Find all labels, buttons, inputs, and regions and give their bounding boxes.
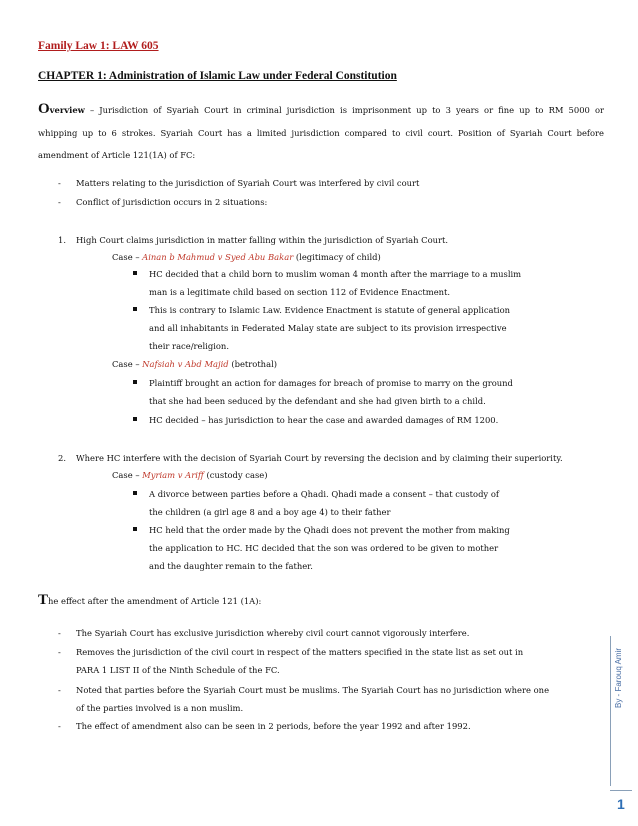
bullet-icon xyxy=(133,417,137,421)
author-label: By - Farouq Amir xyxy=(614,647,623,708)
case-myriam xyxy=(112,469,268,481)
dash-marker: - xyxy=(58,197,61,207)
myriam-bullet-1-line-1: A divorce between parties before a Qhadi. Qhadi made a consent – that custody of xyxy=(149,489,499,499)
situation-2-number: 2. xyxy=(58,453,66,463)
dash-marker: - xyxy=(58,628,61,638)
effect-item-2-line-1: Removes the jurisdiction of the civil court in respect of the matters specified in the state list as set out in xyxy=(76,647,524,657)
overview-lead-letter: O xyxy=(38,101,50,117)
ainan-bullet-2-line-2: and all inhabitants in Federated Malay state are subject to its provision irrespective xyxy=(149,323,507,333)
overview-text-1: – Jurisdiction of Syariah Court in criminal jurisdiction is imprisonment up to 3 years or fine up to RM 5000 or xyxy=(89,105,604,115)
overview-lead-word: verview xyxy=(49,105,85,115)
effect-heading-text: he effect after the amendment of Article 121 (1A): xyxy=(48,596,262,606)
effect-item-4: The effect of amendment also can be seen in 2 periods, before the year 1992 and after 1992. xyxy=(76,721,471,731)
case-prefix: Case – xyxy=(112,359,143,369)
effect-item-3-line-1: Noted that parties before the Syariah Court must be muslims. The Syariah Court has no jurisdiction where one xyxy=(76,685,550,695)
case-suffix: (legitimacy of child) xyxy=(293,252,381,262)
case-name-ainan: Ainan b Mahmud v Syed Abu Bakar xyxy=(142,252,294,262)
overview-line-1 xyxy=(38,101,604,118)
dash-marker: - xyxy=(58,647,61,657)
myriam-bullet-2-line-2: the application to HC. HC decided that the son was ordered to be given to mother xyxy=(149,543,499,553)
myriam-bullet-1-line-2: the children (a girl age 8 and a boy age 4) to their father xyxy=(149,507,391,517)
effect-item-1: The Syariah Court has exclusive jurisdiction whereby civil court cannot vigorously interfere. xyxy=(76,628,470,638)
case-suffix: (betrothal) xyxy=(228,359,278,369)
bullet-icon xyxy=(133,527,137,531)
bullet-icon xyxy=(133,491,137,495)
ainan-bullet-2-line-1: This is contrary to Islamic Law. Evidence Enactment is statute of general application xyxy=(149,305,511,315)
case-suffix: (custody case) xyxy=(203,470,268,480)
ainan-bullet-2-line-3: their race/religion. xyxy=(149,341,229,351)
case-prefix: Case – xyxy=(112,470,143,480)
document-title: Family Law 1: LAW 605 xyxy=(38,40,159,52)
bullet-icon xyxy=(133,271,137,275)
dash-marker: - xyxy=(58,685,61,695)
dash-item-1: Matters relating to the jurisdiction of Syariah Court was interfered by civil court xyxy=(76,178,420,188)
myriam-bullet-2-line-1: HC held that the order made by the Qhadi does not prevent the mother from making xyxy=(149,525,510,535)
ainan-bullet-1-line-2: man is a legitimate child based on section 112 of Evidence Enactment. xyxy=(149,287,451,297)
footer-divider xyxy=(610,790,632,791)
case-ainan xyxy=(112,251,381,263)
case-nafsiah xyxy=(112,358,277,370)
effect-item-2-line-2: PARA 1 LIST II of the Ninth Schedule of the FC. xyxy=(76,665,280,675)
dash-marker: - xyxy=(58,721,61,731)
chapter-heading: CHAPTER 1: Administration of Islamic Law under Federal Constitution xyxy=(38,70,397,82)
myriam-bullet-2-line-3: and the daughter remain to the father. xyxy=(149,561,313,571)
bullet-icon xyxy=(133,307,137,311)
nafsiah-bullet-1-line-1: Plaintiff brought an action for damages for breach of promise to marry on the ground xyxy=(149,378,513,388)
effect-item-3-line-2: of the parties involved is a non muslim. xyxy=(76,703,244,713)
case-name-myriam: Myriam v Ariff xyxy=(142,470,204,480)
situation-1-text: High Court claims jurisdiction in matter falling within the jurisdiction of Syariah Court. xyxy=(76,235,449,245)
dash-marker: - xyxy=(58,178,61,188)
effect-heading xyxy=(38,594,261,607)
situation-2-text: Where HC interfere with the decision of Syariah Court by reversing the decision and by claiming their superiority. xyxy=(76,453,563,463)
page-number: 1 xyxy=(617,796,625,812)
nafsiah-bullet-2-line-1: HC decided – has jurisdiction to hear the case and awarded damages of RM 1200. xyxy=(149,415,499,425)
case-prefix: Case – xyxy=(112,252,143,262)
nafsiah-bullet-1-line-2: that she had been seduced by the defendant and she had given birth to a child. xyxy=(149,396,486,406)
ainan-bullet-1-line-1: HC decided that a child born to muslim woman 4 month after the marriage to a muslim xyxy=(149,269,522,279)
side-divider xyxy=(610,636,611,786)
dash-item-2: Conflict of jurisdiction occurs in 2 situations: xyxy=(76,197,268,207)
overview-line-3: amendment of Article 121(1A) of FC: xyxy=(38,150,196,160)
situation-1-number: 1. xyxy=(58,235,66,245)
bullet-icon xyxy=(133,380,137,384)
effect-lead-letter: T xyxy=(38,592,49,608)
case-name-nafsiah: Nafsiah v Abd Majid xyxy=(142,359,229,369)
overview-line-2: whipping up to 6 strokes. Syariah Court has a limited jurisdiction compared to civil court. Position of Syariah Court before xyxy=(38,128,604,138)
